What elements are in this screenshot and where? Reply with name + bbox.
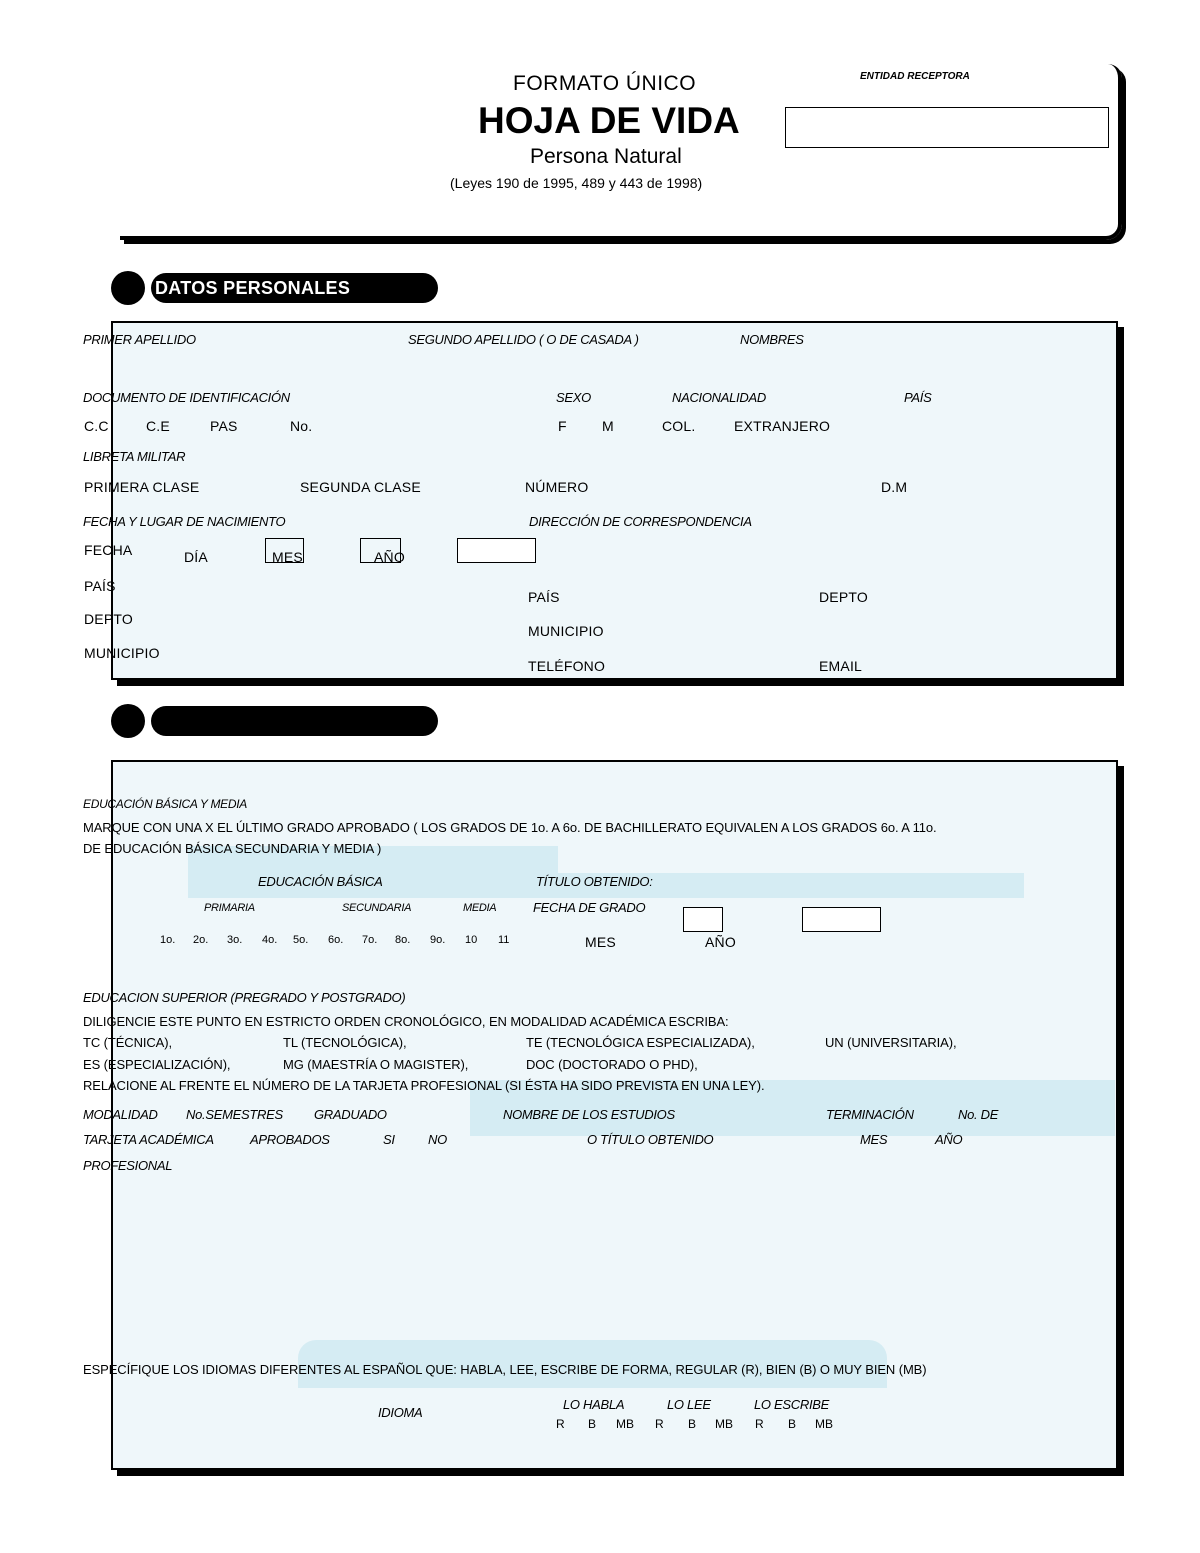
section1-title	[151, 273, 438, 303]
grade-2[interactable]: 2o.	[193, 934, 209, 946]
grade-3[interactable]: 3o.	[227, 934, 243, 946]
anio-header: AÑO	[935, 1132, 963, 1147]
direccion-label: DIRECCIÓN DE CORRESPONDENCIA	[529, 514, 752, 529]
grade-4[interactable]: 4o.	[262, 934, 278, 946]
profesional-header: PROFESIONAL	[83, 1158, 173, 1173]
corr-pais-label: PAÍS	[528, 589, 560, 605]
subtitle: Persona Natural	[530, 145, 682, 168]
pas-option[interactable]: PAS	[210, 418, 238, 434]
escribe-r: R	[755, 1417, 764, 1431]
grade-9[interactable]: 9o.	[430, 934, 446, 946]
grado-mes-input[interactable]	[683, 907, 723, 932]
nacionalidad-label: NACIONALIDAD	[672, 390, 766, 405]
segundo-apellido-label: SEGUNDO APELLIDO ( O DE CASADA )	[408, 332, 639, 347]
modalidad-header: MODALIDAD	[83, 1107, 158, 1122]
escribe-mb: MB	[815, 1417, 833, 1431]
primer-apellido-label: PRIMER APELLIDO	[83, 332, 196, 347]
es-text: ES (ESPECIALIZACIÓN),	[83, 1057, 231, 1072]
corr-municipio-label: MUNICIPIO	[528, 623, 604, 639]
cc-option[interactable]: C.C	[84, 418, 109, 434]
datos-personales-panel	[111, 321, 1118, 680]
tl-text: TL (TECNOLÓGICA),	[283, 1035, 407, 1050]
pais-label: PAÍS	[84, 578, 116, 594]
pais-nac-label: PAÍS	[904, 390, 932, 405]
escribe-b: B	[788, 1417, 797, 1431]
habla-b: B	[588, 1417, 597, 1431]
edu-basica-label: EDUCACIÓN BÁSICA	[258, 874, 383, 889]
telefono-label: TELÉFONO	[528, 658, 606, 674]
depto-label: DEPTO	[84, 611, 133, 627]
nombres-label: NOMBRES	[740, 332, 804, 347]
anio-label: AÑO	[374, 549, 405, 565]
anio-input[interactable]	[457, 538, 536, 563]
tarjeta-academica-header: TARJETA ACADÉMICA	[83, 1132, 214, 1147]
grado-anio-input[interactable]	[802, 907, 881, 932]
grade-5[interactable]: 5o.	[293, 934, 309, 946]
habla-r: R	[556, 1417, 565, 1431]
grade-10[interactable]: 10	[465, 934, 478, 946]
corr-depto-label: DEPTO	[819, 589, 868, 605]
lee-b: B	[688, 1417, 697, 1431]
habla-mb: MB	[616, 1417, 634, 1431]
section2-bullet	[111, 704, 145, 738]
grade-11[interactable]: 11	[498, 934, 510, 946]
email-label: EMAIL	[819, 658, 863, 674]
titulo-obtenido-label: TÍTULO OBTENIDO:	[536, 874, 653, 889]
sexo-f-option[interactable]: F	[558, 418, 567, 434]
relacione-text: RELACIONE AL FRENTE EL NÚMERO DE LA TARJETA PROFESIONAL (SI ÉSTA HA SIDO PREVISTA EN UNA LEY).	[83, 1078, 765, 1093]
primaria-label: PRIMARIA	[204, 902, 255, 914]
documento-label: DOCUMENTO DE IDENTIFICACIÓN	[83, 390, 290, 405]
tc-text: TC (TÉCNICA),	[83, 1035, 172, 1050]
libreta-numero-label: NÚMERO	[525, 479, 589, 495]
mg-text: MG (MAESTRÍA O MAGISTER),	[283, 1057, 469, 1072]
lo-escribe-header: LO ESCRIBE	[754, 1397, 830, 1412]
mes-header: MES	[860, 1132, 888, 1147]
fecha-label: FECHA	[84, 542, 133, 558]
municipio-label: MUNICIPIO	[84, 645, 160, 661]
grade-7[interactable]: 7o.	[362, 934, 378, 946]
doc-text: DOC (DOCTORADO O PHD),	[526, 1057, 698, 1072]
o-titulo-header: O TÍTULO OBTENIDO	[587, 1132, 714, 1147]
aprobados-header: APROBADOS	[250, 1132, 330, 1147]
instr-line2: DE EDUCACIÓN BÁSICA SECUNDARIA Y MEDIA )	[83, 841, 382, 856]
doc-number-label: No.	[290, 418, 313, 434]
idiomas-instr: ESPECÍFIQUE LOS IDIOMAS DIFERENTES AL ESPAÑOL QUE: HABLA, LEE, ESCRIBE DE FORMA, REGULAR (R), BIEN (B) O MUY BIEN (MB)	[83, 1362, 927, 1377]
te-text: TE (TECNOLÓGICA ESPECIALIZADA),	[526, 1035, 755, 1050]
section1-bullet	[111, 271, 145, 305]
graduado-header: GRADUADO	[314, 1107, 387, 1122]
lee-r: R	[655, 1417, 664, 1431]
dia-label: DÍA	[184, 549, 208, 565]
sexo-m-option[interactable]: M	[602, 418, 614, 434]
extranjero-option[interactable]: EXTRANJERO	[734, 418, 831, 434]
ce-option[interactable]: C.E	[146, 418, 170, 434]
segunda-clase-option[interactable]: SEGUNDA CLASE	[300, 479, 421, 495]
section2-title	[151, 706, 438, 736]
grade-1[interactable]: 1o.	[160, 934, 176, 946]
laws-label: (Leyes 190 de 1995, 489 y 443 de 1998)	[450, 175, 703, 191]
un-text: UN (UNIVERSITARIA),	[825, 1035, 957, 1050]
lo-lee-header: LO LEE	[667, 1397, 711, 1412]
nombre-estudios-header: NOMBRE DE LOS ESTUDIOS	[503, 1107, 675, 1122]
fecha-lugar-label: FECHA Y LUGAR DE NACIMIENTO	[83, 514, 286, 529]
dm-label: D.M	[881, 479, 908, 495]
lee-mb: MB	[715, 1417, 733, 1431]
formato-label: FORMATO ÚNICO	[513, 72, 697, 95]
grado-anio-label: AÑO	[705, 934, 736, 950]
instr-line1: MARQUE CON UNA X EL ÚLTIMO GRADO APROBADO ( LOS GRADOS DE 1o. A 6o. DE BACHILLERATO EQUIVALEN A LOS GRADOS 6o. A 11o.	[83, 820, 937, 835]
grade-8[interactable]: 8o.	[395, 934, 411, 946]
sexo-label: SEXO	[556, 390, 591, 405]
secundaria-label: SECUNDARIA	[342, 902, 412, 914]
grado-mes-label: MES	[585, 934, 616, 950]
entidad-input[interactable]	[785, 107, 1109, 148]
idioma-header: IDIOMA	[378, 1405, 423, 1420]
libreta-label: LIBRETA MILITAR	[83, 449, 186, 464]
si-header: SI	[383, 1132, 395, 1147]
primera-clase-option[interactable]: PRIMERA CLASE	[84, 479, 200, 495]
no-header: NO	[428, 1132, 447, 1147]
section1-title-text: DATOS PERSONALES	[155, 278, 351, 298]
edu-basica-media-label: EDUCACIÓN BÁSICA Y MEDIA	[83, 797, 247, 811]
semestres-header: No.SEMESTRES	[186, 1107, 283, 1122]
no-de-header: No. DE	[958, 1107, 999, 1122]
terminacion-header: TERMINACIÓN	[826, 1107, 914, 1122]
mes-label: MES	[272, 549, 303, 565]
media-label: MEDIA	[463, 902, 497, 914]
lo-habla-header: LO HABLA	[563, 1397, 625, 1412]
fecha-grado-label: FECHA DE GRADO	[533, 900, 646, 915]
diligencie-text: DILIGENCIE ESTE PUNTO EN ESTRICTO ORDEN CRONOLÓGICO, EN MODALIDAD ACADÉMICA ESCRIBA:	[83, 1014, 729, 1029]
grade-6[interactable]: 6o.	[328, 934, 344, 946]
entidad-label: ENTIDAD RECEPTORA	[860, 71, 970, 82]
col-option[interactable]: COL.	[662, 418, 696, 434]
edu-superior-label: EDUCACION SUPERIOR (PREGRADO Y POSTGRADO)	[83, 990, 406, 1005]
page-title: HOJA DE VIDA	[478, 100, 740, 141]
